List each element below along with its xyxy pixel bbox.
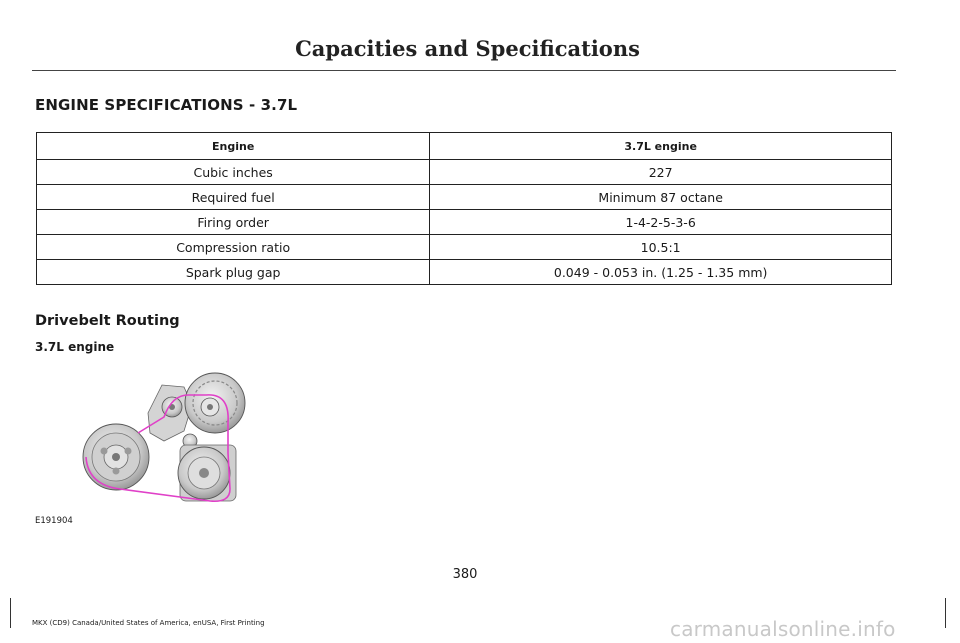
alternator bbox=[185, 373, 245, 433]
column-header-3-7l-engine: 3.7L engine bbox=[430, 133, 892, 160]
drivebelt-routing-heading: Drivebelt Routing bbox=[35, 313, 180, 329]
title-divider bbox=[32, 70, 896, 71]
row-label: Spark plug gap bbox=[37, 260, 430, 285]
page-title: Capacities and Specifications bbox=[295, 36, 640, 61]
row-value: 227 bbox=[430, 160, 892, 185]
row-label: Firing order bbox=[37, 210, 430, 235]
row-value: 0.049 - 0.053 in. (1.25 - 1.35 mm) bbox=[430, 260, 892, 285]
publication-info: MKX (CD9) Canada/United States of America, enUSA, First Printing bbox=[32, 619, 265, 627]
row-label: Required fuel bbox=[37, 185, 430, 210]
column-header-engine: Engine bbox=[37, 133, 430, 160]
watermark: carmanualsonline.info bbox=[670, 617, 896, 641]
engine-spec-table bbox=[36, 132, 892, 285]
table-row bbox=[37, 260, 892, 285]
row-value: 10.5:1 bbox=[430, 235, 892, 260]
drivebelt-engine-label: 3.7L engine bbox=[35, 340, 115, 354]
section-heading: ENGINE SPECIFICATIONS - 3.7L bbox=[35, 96, 298, 114]
row-label: Cubic inches bbox=[37, 160, 430, 185]
page-number: 380 bbox=[452, 567, 478, 582]
table-header-row bbox=[37, 133, 892, 160]
table-row bbox=[37, 160, 892, 185]
figure-code: E191904 bbox=[35, 516, 73, 526]
table-row bbox=[37, 235, 892, 260]
crop-mark-left bbox=[10, 598, 11, 628]
table-row bbox=[37, 185, 892, 210]
row-value: Minimum 87 octane bbox=[430, 185, 892, 210]
crankshaft-pulley bbox=[83, 424, 149, 490]
drivebelt-routing-diagram bbox=[80, 365, 265, 505]
table-row bbox=[37, 210, 892, 235]
row-label: Compression ratio bbox=[37, 235, 430, 260]
tensioner-bracket bbox=[148, 385, 192, 441]
row-value: 1-4-2-5-3-6 bbox=[430, 210, 892, 235]
crop-mark-right bbox=[945, 598, 946, 628]
